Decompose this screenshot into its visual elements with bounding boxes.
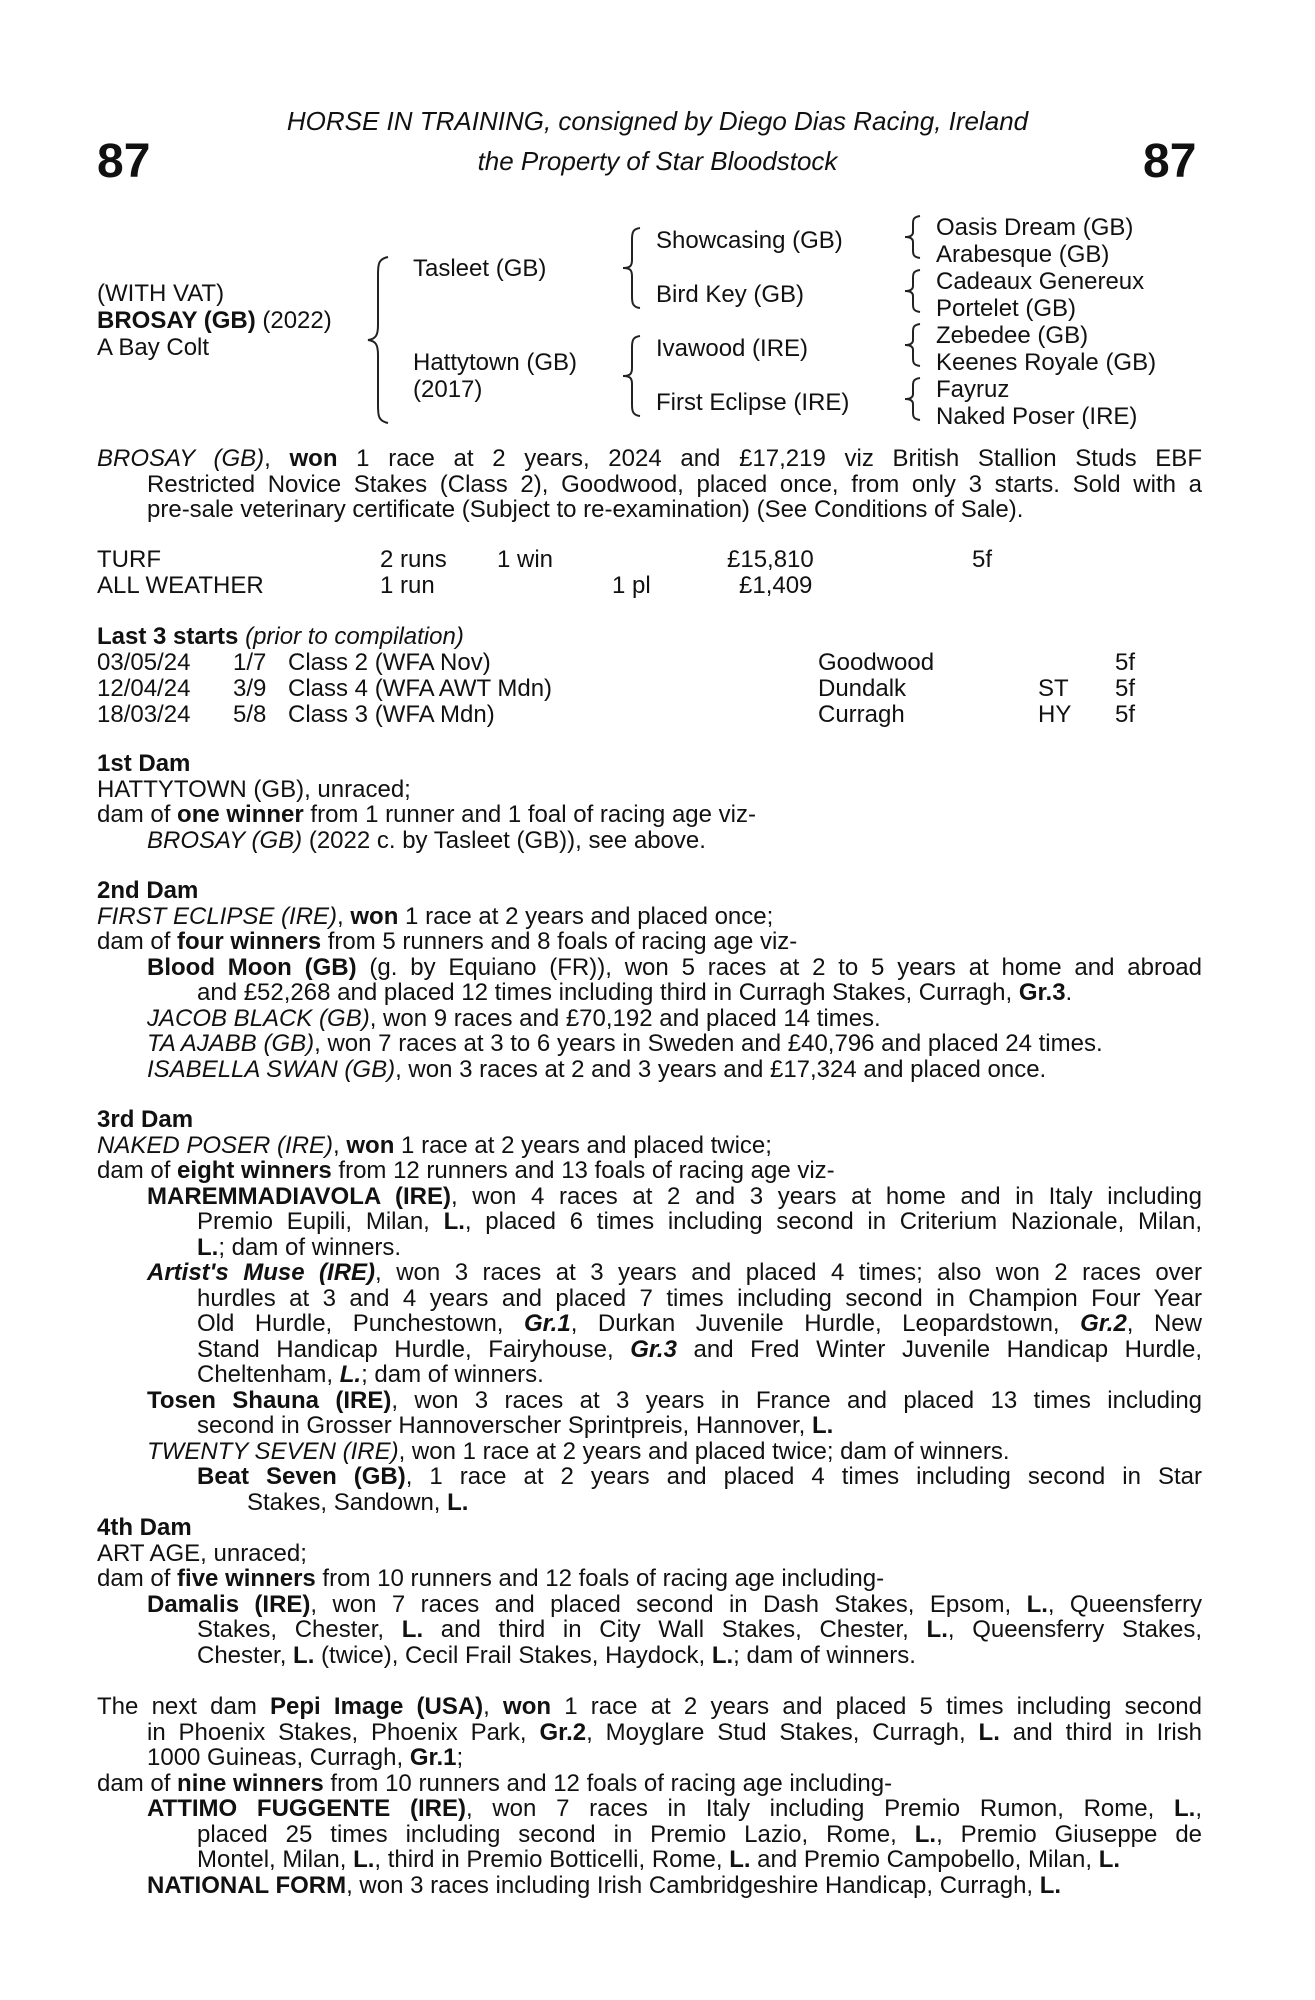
dam-line: HATTYTOWN (GB), unraced; — [97, 775, 411, 803]
vat-note: (WITH VAT) — [97, 280, 225, 307]
summary-line1-rest: 1 race at 2 years, 2024 and £17,219 viz British Stallion Studs EBF — [337, 445, 1202, 472]
last-starts-note: (prior to compilation) — [238, 623, 464, 650]
horse-year: (2022) — [255, 307, 332, 334]
dam-name: Hattytown (GB) — [413, 349, 578, 376]
section-heading: 2nd Dam — [97, 877, 199, 904]
start-distance: 5f — [1115, 675, 1136, 702]
last-starts-heading — [97, 624, 464, 650]
brace-ds — [902, 322, 924, 368]
dd-dam: Naked Poser (IRE) — [936, 403, 1138, 430]
sire-sire: Showcasing (GB) — [656, 227, 843, 254]
produce-entry-cont: Montel, Milan, L., third in Premio Botticelli, Rome, L. and Premio Campobello, Milan, L. — [197, 1846, 1121, 1873]
dam-sire: Ivawood (IRE) — [656, 335, 809, 362]
produce-entry: NATIONAL FORM, won 3 races including Irish Cambridgeshire Handicap, Curragh, L. — [147, 1871, 1062, 1899]
second-dam-section — [97, 878, 1202, 1082]
brace-dam — [620, 334, 646, 418]
record-wins-turf: 1 win — [497, 546, 554, 573]
dam-produce-line: dam of one winner from 1 runner and 1 foal of racing age viz- — [97, 801, 756, 828]
start-distance: 5f — [1115, 701, 1136, 728]
produce-entry: Artist's Muse (IRE), won 3 races at 3 years and placed 4 times; also won 2 races over — [147, 1259, 1203, 1286]
race-summary — [97, 446, 1202, 523]
summary-line-2: Restricted Novice Stakes (Class 2), Goodwood, placed once, from only 3 starts. Sold with a — [147, 470, 1202, 498]
start-race: Class 4 (WFA AWT Mdn) — [288, 675, 553, 702]
next-dam-line-cont: in Phoenix Stakes, Phoenix Park, Gr.2, Moyglare Stud Stakes, Curragh, L. and third in Irish — [147, 1718, 1203, 1746]
section-heading: 1st Dam — [97, 750, 191, 777]
start-going: HY — [1038, 701, 1072, 728]
produce-entry: TA AJABB (GB), won 7 races at 3 to 6 years in Sweden and £40,796 and placed 24 times. — [147, 1030, 1103, 1057]
produce-entry-cont: Stakes, Chester, L. and third in City Wall Stakes, Chester, L., Queensferry Stakes, — [197, 1616, 1202, 1643]
first-dam-section — [97, 751, 1202, 853]
ss-sire: Oasis Dream (GB) — [936, 214, 1134, 241]
produce-entry-cont: L.; dam of winners. — [197, 1233, 402, 1261]
lot-number-left: 87 — [97, 135, 151, 188]
summary-line-3: pre-sale veterinary certificate (Subject to re-examination) (See Conditions of Sale). — [147, 496, 1024, 523]
record-runs-turf: 2 runs — [380, 546, 447, 573]
brace-sire — [620, 226, 646, 310]
summary-horse-name: BROSAY (GB) — [97, 445, 265, 472]
ds-sire: Zebedee (GB) — [936, 322, 1089, 349]
dam-year: (2017) — [413, 376, 483, 403]
next-dam-section — [97, 1694, 1202, 1898]
dam-produce-line: dam of four winners from 5 runners and 8 foals of racing age viz- — [97, 928, 798, 955]
produce-entry: ISABELLA SWAN (GB), won 3 races at 2 and 3 years and £17,324 and placed once. — [147, 1055, 1047, 1083]
produce-entry: MAREMMADIAVOLA (IRE), won 4 races at 2 and 3 years at home and in Italy including — [147, 1182, 1203, 1210]
produce-entry: JACOB BLACK (GB), won 9 races and £70,192 and placed 14 times. — [147, 1004, 881, 1032]
start-race: Class 3 (WFA Mdn) — [288, 701, 495, 728]
record-earnings-aw: £1,409 — [739, 572, 813, 599]
start-course: Curragh — [818, 701, 905, 728]
produce-entry-cont: placed 25 times including second in Premio Lazio, Rome, L., Premio Giuseppe de — [197, 1820, 1203, 1848]
record-runs-aw: 1 run — [380, 572, 435, 599]
produce-entry-cont: Premio Eupili, Milan, L., placed 6 times including second in Criterium Nazionale, Milan, — [197, 1208, 1202, 1235]
produce-entry-cont: Old Hurdle, Punchestown, Gr.1, Durkan Juvenile Hurdle, Leopardstown, Gr.2, New — [197, 1310, 1202, 1337]
brace-main — [366, 255, 396, 425]
produce-entry-cont: and £52,268 and placed 12 times including third in Curragh Stakes, Curragh, Gr.3. — [197, 979, 1073, 1006]
produce-entry-cont: hurdles at 3 and 4 years and placed 7 times including second in Champion Four Year — [197, 1284, 1202, 1312]
summary-won: won — [289, 445, 338, 472]
start-course: Dundalk — [818, 675, 907, 702]
produce-entry: Tosen Shauna (IRE), won 3 races at 3 years in France and placed 13 times including — [147, 1386, 1203, 1414]
dam-produce-line: dam of eight winners from 12 runners and 13 foals of racing age viz- — [97, 1157, 835, 1184]
horse-name: BROSAY (GB) — [97, 307, 256, 334]
lot-number-right: 87 — [1143, 135, 1197, 188]
produce-entry: ATTIMO FUGGENTE (IRE), won 7 races in Italy including Premio Rumon, Rome, L., — [147, 1795, 1202, 1822]
start-position: 1/7 — [233, 649, 267, 676]
produce-entry: TWENTY SEVEN (IRE), won 1 race at 2 years and placed twice; dam of winners. — [147, 1437, 1010, 1465]
produce-entry-cont: second in Grosser Hannoverscher Sprintpreis, Hannover, L. — [197, 1412, 834, 1439]
brace-sd — [902, 268, 924, 314]
record-earnings-turf: £15,810 — [727, 546, 814, 573]
produce-entry-cont: Chester, L. (twice), Cecil Frail Stakes, Haydock, L.; dam of winners. — [197, 1641, 916, 1669]
property-line: the Property of Star Bloodstock — [477, 146, 838, 176]
produce-entry-cont: Stand Handicap Hurdle, Fairyhouse, Gr.3 and Fred Winter Juvenile Handicap Hurdle, — [197, 1335, 1203, 1363]
brace-dd — [902, 376, 924, 422]
start-distance: 5f — [1115, 649, 1136, 676]
produce-entry: Blood Moon (GB) (g. by Equiano (FR)), won 5 races at 2 to 5 years at home and abroad — [147, 953, 1202, 981]
sire: Tasleet (GB) — [413, 255, 547, 282]
dam-line: NAKED POSER (IRE), won 1 race at 2 years and placed twice; — [97, 1131, 772, 1159]
record-dist-turf: 5f — [972, 546, 993, 573]
start-date: 03/05/24 — [97, 649, 191, 676]
start-date: 12/04/24 — [97, 675, 191, 702]
dam-dam: First Eclipse (IRE) — [656, 389, 850, 416]
start-going: ST — [1038, 675, 1069, 702]
ds-dam: Keenes Royale (GB) — [936, 349, 1157, 376]
start-position: 3/9 — [233, 675, 267, 702]
dam-line: FIRST ECLIPSE (IRE), won 1 race at 2 years and placed once; — [97, 902, 774, 930]
dd-sire: Fayruz — [936, 376, 1010, 403]
consignment-line: HORSE IN TRAINING, consigned by Diego Dias Racing, Ireland — [286, 106, 1029, 136]
dam-produce-line: dam of nine winners from 10 runners and 12 foals of racing age including- — [97, 1769, 893, 1797]
last-starts-title: Last 3 starts — [97, 623, 239, 650]
dam-produce-line: dam of five winners from 10 runners and 12 foals of racing age including- — [97, 1565, 885, 1592]
sd-dam: Portelet (GB) — [936, 295, 1077, 322]
record-surface-aw: ALL WEATHER — [97, 572, 264, 599]
produce-entry: Damalis (IRE), won 7 races and placed second in Dash Stakes, Epsom, L., Queensferry — [147, 1590, 1202, 1618]
section-heading: 4th Dam — [97, 1514, 192, 1541]
produce-entry-cont: Stakes, Sandown, L. — [247, 1488, 469, 1516]
third-dam-section — [97, 1107, 1202, 1515]
section-heading: 3rd Dam — [97, 1106, 194, 1133]
sd-sire: Cadeaux Genereux — [936, 268, 1145, 295]
dam-line: ART AGE, unraced; — [97, 1539, 307, 1567]
start-course: Goodwood — [818, 649, 935, 676]
horse-name-line — [97, 307, 332, 334]
record-surface-turf: TURF — [97, 546, 161, 573]
summary-line-1: BROSAY (GB), won 1 race at 2 years, 2024 and £17,219 viz British Stallion Studs EBF — [97, 445, 1202, 472]
horse-description: A Bay Colt — [97, 334, 210, 361]
ss-dam: Arabesque (GB) — [936, 241, 1110, 268]
start-position: 5/8 — [233, 701, 267, 728]
produce-entry-cont: Cheltenham, L.; dam of winners. — [197, 1361, 544, 1388]
next-dam-line: The next dam Pepi Image (USA), won 1 race at 2 years and placed 5 times including second — [97, 1693, 1202, 1720]
fourth-dam-section — [97, 1515, 1202, 1668]
produce-entry: Beat Seven (GB), 1 race at 2 years and placed 4 times including second in Star — [197, 1463, 1202, 1490]
start-race: Class 2 (WFA Nov) — [288, 649, 491, 676]
produce-entry: BROSAY (GB) (2022 c. by Tasleet (GB)), see above. — [147, 826, 706, 854]
sire-dam: Bird Key (GB) — [656, 281, 805, 308]
start-date: 18/03/24 — [97, 701, 191, 728]
next-dam-line-cont: 1000 Guineas, Curragh, Gr.1; — [147, 1744, 464, 1771]
brace-ss — [902, 214, 924, 260]
record-placed-aw: 1 pl — [612, 572, 651, 599]
